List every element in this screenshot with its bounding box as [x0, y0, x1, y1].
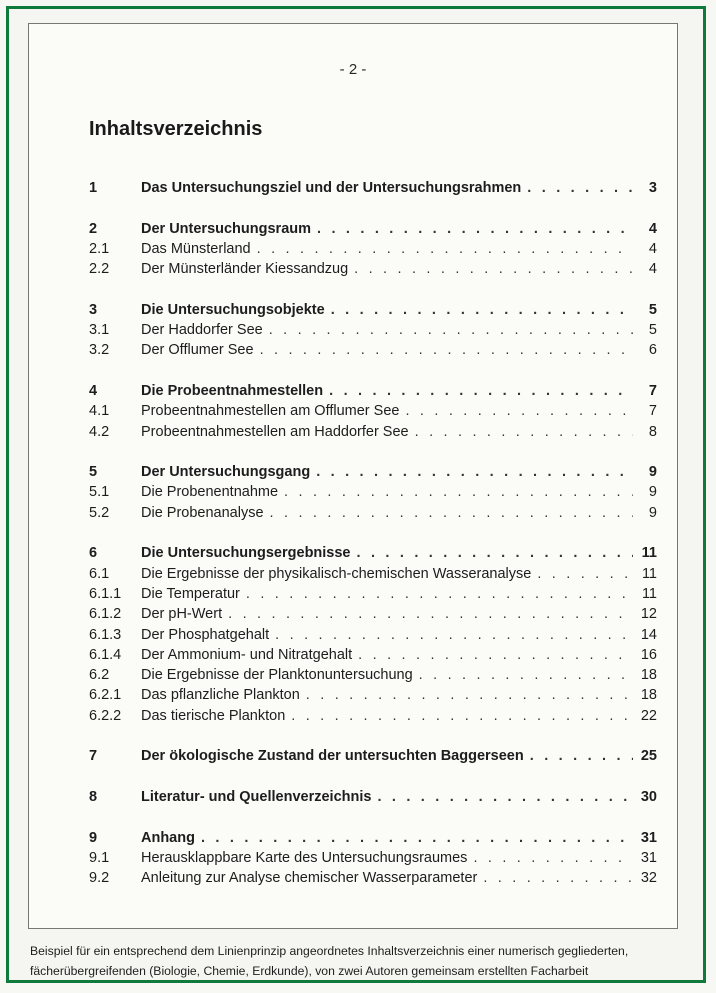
toc-entry: [89, 665, 657, 685]
toc-entry: [89, 340, 657, 360]
toc-entry-page: 9: [648, 464, 657, 481]
toc-entry-title: Der Ammonium- und Nitratgehalt: [141, 646, 353, 663]
dot-leader: [483, 868, 633, 888]
document-page: [28, 23, 678, 929]
toc-entry-body: [141, 259, 657, 279]
toc-entry-title: Anleitung zur Analyse chemischer Wasserparameter: [141, 870, 478, 887]
toc-entry-page: 5: [648, 322, 657, 339]
toc-entry-number: 2: [89, 220, 98, 237]
dot-leader: [331, 300, 633, 320]
toc-entry-body: [141, 625, 657, 645]
toc-entry-number: 9.2: [89, 870, 110, 887]
toc-entry-number: 2.2: [89, 261, 110, 278]
toc-entry-number: 5.1: [89, 484, 110, 501]
toc-entry: [89, 848, 657, 868]
toc-entry: [89, 219, 657, 239]
toc-entry-page: 6: [648, 342, 657, 359]
dot-leader: [246, 584, 633, 604]
toc-entry-page: 8: [648, 423, 657, 440]
toc-entry-number: 4: [89, 382, 98, 399]
toc-entry: [89, 685, 657, 705]
toc-entry-body: [141, 645, 657, 665]
dot-leader: [358, 645, 633, 665]
dot-leader: [527, 178, 633, 198]
toc-entry-body: [141, 746, 657, 766]
toc-entry: [89, 239, 657, 259]
toc-entry: [89, 381, 657, 401]
toc-entry-number: 6.1.3: [89, 626, 122, 643]
toc-entry-page: 14: [640, 626, 657, 643]
toc-entry-body: [141, 604, 657, 624]
toc-entry: [89, 259, 657, 279]
toc-entry-body: [141, 584, 657, 604]
toc-entry-title: Probeentnahmestellen am Offlumer See: [141, 403, 400, 420]
dot-leader: [284, 482, 633, 502]
toc-entry: [89, 828, 657, 848]
toc-entry: [89, 482, 657, 502]
dot-leader: [377, 787, 633, 807]
toc-entry-page: 30: [640, 788, 657, 805]
figure-caption: Beispiel für ein entsprechend dem Linienprinzip angeordnetes Inhaltsverzeichnis einer numerisch gegliederten, fächerübergreifenden (Biologie, Chemie, Erdkunde), von zwei Autoren gemeinsam erstellten Facharbeit: [30, 944, 629, 978]
toc-entry-number: 6: [89, 545, 98, 562]
toc-entry-title: Das pflanzliche Plankton: [141, 687, 300, 704]
dot-leader: [257, 239, 633, 259]
toc-entry-page: 11: [641, 565, 657, 582]
toc-entry-page: 4: [648, 261, 657, 278]
toc-entry: [89, 625, 657, 645]
page-number: - 2 -: [339, 61, 367, 78]
toc-entry-number: 6.2.1: [89, 687, 122, 704]
toc-entry-body: [141, 665, 657, 685]
toc-entry: [89, 604, 657, 624]
toc-entry-title: Die Ergebnisse der physikalisch-chemischen Wasseranalyse: [141, 565, 532, 582]
toc-entry-body: [141, 868, 657, 888]
dot-leader: [537, 564, 633, 584]
toc-entry-body: [141, 685, 657, 705]
toc-entry: [89, 564, 657, 584]
toc-entry: [89, 645, 657, 665]
dot-leader: [530, 746, 633, 766]
dot-leader: [269, 320, 633, 340]
toc-entry-number: 3.1: [89, 322, 110, 339]
toc-entry-title: Der Phosphatgehalt: [141, 626, 270, 643]
toc-entry-title: Der Untersuchungsraum: [141, 220, 312, 237]
toc-entry-number: 5.2: [89, 504, 110, 521]
toc-entry-body: [141, 320, 657, 340]
toc-entry-page: 11: [641, 545, 657, 562]
dot-leader: [306, 685, 633, 705]
toc-entry-title: Das Münsterland: [141, 240, 251, 257]
dot-leader: [270, 503, 633, 523]
dot-leader: [405, 401, 633, 421]
toc-entry-title: Die Probeentnahmestellen: [141, 382, 324, 399]
toc-entry-number: 2.1: [89, 240, 110, 257]
toc-entry: [89, 503, 657, 523]
toc-entry-body: [141, 828, 657, 848]
toc-entry-number: 4.2: [89, 423, 110, 440]
toc-entry: [89, 584, 657, 604]
dot-leader: [201, 828, 633, 848]
dot-leader: [260, 340, 633, 360]
toc-entry: [89, 422, 657, 442]
toc-entry-title: Die Temperatur: [141, 585, 240, 602]
toc-entry-number: 9: [89, 829, 98, 846]
toc-entry-body: [141, 462, 657, 482]
toc-entry-page: 7: [648, 382, 657, 399]
toc-entry-title: Die Ergebnisse der Planktonuntersuchung: [141, 667, 413, 684]
toc-entry-body: [141, 787, 657, 807]
toc-entry-title: Probeentnahmestellen am Haddorfer See: [141, 423, 409, 440]
toc-entry-number: 8: [89, 788, 98, 805]
toc-entry: [89, 787, 657, 807]
toc-entry-body: [141, 543, 657, 563]
toc-entry: [89, 543, 657, 563]
toc-entry-title: Der Untersuchungsgang: [141, 464, 311, 481]
dot-leader: [419, 665, 633, 685]
toc-entry-number: 6.1: [89, 565, 110, 582]
toc-entry-number: 5: [89, 464, 98, 481]
dot-leader: [415, 422, 633, 442]
toc-entry-page: 31: [640, 849, 657, 866]
toc-entry-title: Der Münsterländer Kiessandzug: [141, 261, 349, 278]
toc-entry-page: 9: [648, 504, 657, 521]
dot-leader: [329, 381, 633, 401]
toc-entry-number: 9.1: [89, 849, 110, 866]
dot-leader: [317, 219, 633, 239]
toc-entry-body: [141, 503, 657, 523]
toc-entry-number: 7: [89, 748, 98, 765]
toc-entry-page: 18: [640, 667, 657, 684]
toc-entry-body: [141, 239, 657, 259]
toc-entry: [89, 178, 657, 198]
toc-entry: [89, 320, 657, 340]
toc-entry-body: [141, 340, 657, 360]
toc-entry: [89, 462, 657, 482]
toc-entry: [89, 706, 657, 726]
toc-entry-number: 3.2: [89, 342, 110, 359]
toc-entry: [89, 868, 657, 888]
dot-leader: [316, 462, 633, 482]
toc-entry-number: 6.2: [89, 667, 110, 684]
toc-entry-page: 25: [640, 748, 657, 765]
toc-entry-number: 6.1.1: [89, 585, 122, 602]
toc-entry-title: Das tierische Plankton: [141, 707, 286, 724]
toc-entry-page: 32: [640, 870, 657, 887]
toc-entry-title: Die Probenentnahme: [141, 484, 279, 501]
dot-leader: [228, 604, 633, 624]
toc-entry-page: 18: [640, 687, 657, 704]
toc-entry-body: [141, 482, 657, 502]
toc-entry-body: [141, 178, 657, 198]
dot-leader: [357, 543, 634, 563]
toc-entry-title: Der Haddorfer See: [141, 322, 263, 339]
toc-entry-page: 4: [648, 240, 657, 257]
dot-leader: [291, 706, 633, 726]
toc-entry-title: Die Untersuchungsergebnisse: [141, 545, 351, 562]
toc-entry-body: [141, 381, 657, 401]
toc-entry-body: [141, 706, 657, 726]
toc-entry: [89, 401, 657, 421]
toc-entry-page: 9: [648, 484, 657, 501]
toc-entry-title: Der Offlumer See: [141, 342, 254, 359]
toc-entry-page: 7: [648, 403, 657, 420]
toc-entry-number: 6.1.2: [89, 606, 122, 623]
toc-entry-number: 1: [89, 180, 98, 196]
toc-entry: [89, 746, 657, 766]
toc-entry-body: [141, 300, 657, 320]
toc-entry-page: 5: [648, 301, 657, 318]
toc-entry-body: [141, 848, 657, 868]
toc-entry-page: 31: [640, 829, 657, 846]
toc-entry-title: Der ökologische Zustand der untersuchten Baggerseen: [141, 748, 524, 765]
toc-entry-page: 3: [648, 180, 657, 196]
toc-entry-title: Der pH-Wert: [141, 606, 223, 623]
dot-leader: [473, 848, 633, 868]
toc-entry-body: [141, 564, 657, 584]
toc-entry-page: 12: [640, 606, 657, 623]
toc-entry-title: Literatur- und Quellenverzeichnis: [141, 788, 372, 805]
toc-entry-number: 6.1.4: [89, 646, 122, 663]
toc-entry-number: 6.2.2: [89, 707, 122, 724]
table-of-contents: [89, 178, 657, 888]
toc-entry-title: Die Untersuchungsobjekte: [141, 301, 325, 318]
toc-entry: [89, 300, 657, 320]
toc-entry-title: Das Untersuchungsziel und der Untersuchungsrahmen: [141, 180, 522, 196]
toc-entry-page: 16: [640, 646, 657, 663]
toc-entry-page: 22: [640, 707, 657, 724]
toc-entry-title: Herausklappbare Karte des Untersuchungsraumes: [141, 849, 468, 866]
toc-entry-body: [141, 219, 657, 239]
toc-entry-number: 4.1: [89, 403, 110, 420]
toc-entry-body: [141, 401, 657, 421]
toc-entry-page: 11: [641, 585, 657, 602]
toc-entry-number: 3: [89, 301, 98, 318]
toc-entry-page: 4: [648, 220, 657, 237]
dot-leader: [354, 259, 633, 279]
toc-title: Inhaltsverzeichnis: [89, 118, 263, 140]
toc-entry-title: Die Probenanalyse: [141, 504, 264, 521]
dot-leader: [275, 625, 633, 645]
toc-entry-body: [141, 422, 657, 442]
toc-entry-title: Anhang: [141, 829, 195, 846]
